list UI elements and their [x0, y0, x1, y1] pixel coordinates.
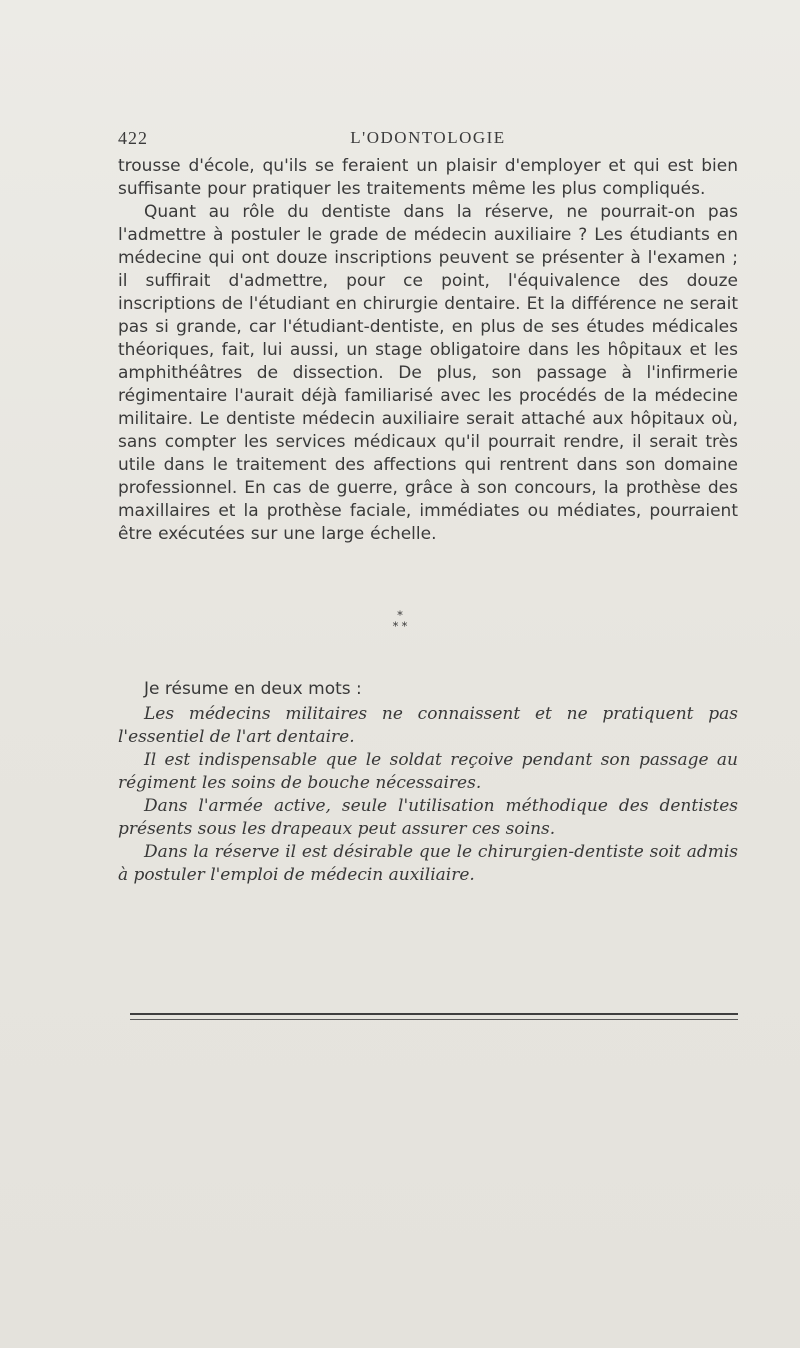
asterism-top: *: [397, 609, 403, 622]
paragraph-continuation: trousse d'école, qu'ils se feraient un plaisir d'employer et qui est bien suffisante pour pratiquer les traitements même les plus compliqués.: [118, 156, 738, 199]
paragraph-reserve-role: Quant au rôle du dentiste dans la réserve, ne pourrait-on pas l'admettre à postuler le grade de médecin auxiliaire ? Les étudiants en médecine qui ont douze inscriptions peuvent se présenter à l'examen ; il suffirait d'admettre, pour ce point, l'équivalence des douze inscriptions de l'étudiant en chirurgie dentaire. Et la différence ne serait pas si grande, car l'étudiant-dentiste, en plus de ses études médicales théoriques, fait, lui aussi, un stage obligatoire dans les hôpitaux et les amphithéâtres de dissection. De plus, son passage à l'infirmerie régimentaire l'aurait déjà familiarisé avec les procédés de la médecine militaire. Le dentiste médecin auxiliaire serait attaché aux hôpitaux où, sans compter les services médicaux qu'il pourrait rendre, il serait très utile dans le traitement des affections qui rentrent dans son domaine professionnel. En cas de guerre, grâce à son concours, la prothèse des maxillaires et la prothèse faciale, immédiates ou médiates, pourraient être exécutées sur une large échelle.: [118, 202, 738, 544]
summary-intro: Je résume en deux mots :: [144, 679, 362, 699]
closing-rule-thick: [130, 1013, 738, 1015]
closing-rule-thin: [130, 1019, 738, 1020]
asterism-bottom: * *: [392, 620, 408, 633]
summary-item: Il est indispensable que le soldat reçoive pendant son passage au régiment les soins de bouche nécessaires.: [118, 750, 738, 793]
summary-item: Dans la réserve il est désirable que le chirurgien-dentiste soit admis à postuler l'emploi de médecin auxiliaire.: [118, 842, 738, 885]
section-asterism: [0, 610, 800, 632]
summary-section: [118, 678, 738, 887]
summary-item: Dans l'armée active, seule l'utilisation méthodique des dentistes présents sous les drapeaux peut assurer ces soins.: [118, 796, 738, 839]
page-header: [118, 128, 738, 152]
running-title: L'ODONTOLOGIE: [350, 128, 506, 147]
body-text: [118, 155, 738, 546]
summary-item: Les médecins militaires ne connaissent et ne pratiquent pas l'essentiel de l'art dentaire.: [118, 704, 738, 747]
page-number: 422: [118, 128, 148, 148]
